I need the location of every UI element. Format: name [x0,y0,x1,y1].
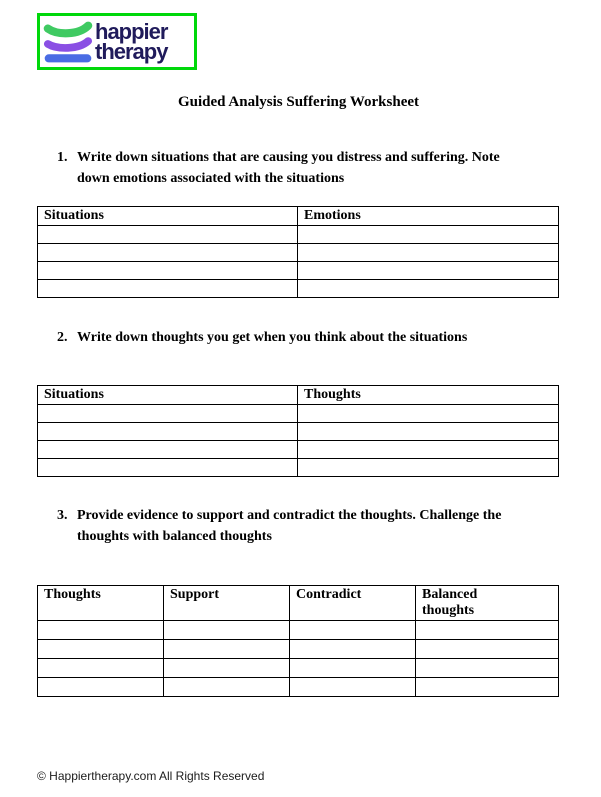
header-row [38,586,559,621]
item-number: 1. [57,150,68,165]
thoughts-evidence-table [37,585,559,697]
header-row [38,207,559,226]
empty-cell [38,244,298,262]
table-row [38,659,559,678]
empty-cell [298,441,559,459]
copyright-notice: © Happiertherapy.com All Rights Reserved [37,769,265,783]
empty-cell [38,226,298,244]
empty-cell [164,621,290,640]
empty-cell [290,621,416,640]
empty-cell [38,640,164,659]
item-text: Write down situations that are causing you distress and suffering. Note down emotions associated with the situations [77,150,500,186]
empty-cell [38,459,298,477]
empty-cell [416,640,559,659]
empty-cell [416,621,559,640]
empty-cell [290,640,416,659]
empty-cell [416,678,559,697]
smile-bars-icon [43,19,93,65]
table-row [38,226,559,244]
column-header-thoughts: Thoughts [38,586,164,621]
column-header-thoughts: Thoughts [298,386,559,405]
table-row [38,459,559,477]
table-row [38,621,559,640]
empty-cell [298,459,559,477]
empty-cell [38,659,164,678]
happier-therapy-logo [37,13,197,70]
column-header-balanced-thoughts: Balanced thoughts [416,586,559,621]
empty-cell [164,659,290,678]
logo-middle-curve [48,41,88,48]
empty-cell [38,262,298,280]
empty-cell [416,659,559,678]
table-row [38,280,559,298]
column-header-situations: Situations [38,207,298,226]
table-row [38,640,559,659]
empty-cell [298,244,559,262]
empty-cell [290,678,416,697]
empty-cell [38,678,164,697]
situations-emotions-table [37,206,559,298]
column-header-support: Support [164,586,290,621]
empty-cell [38,621,164,640]
instruction-item-1 [57,147,500,189]
empty-cell [298,280,559,298]
item-text: Write down thoughts you get when you think about the situations [77,330,468,345]
column-header-emotions: Emotions [298,207,559,226]
column-header-situations: Situations [38,386,298,405]
table-row [38,441,559,459]
logo-word-happier: happier [95,18,168,44]
empty-cell [164,640,290,659]
header-row [38,386,559,405]
table-row [38,423,559,441]
empty-cell [298,262,559,280]
empty-cell [38,423,298,441]
item-number: 2. [57,330,68,345]
empty-cell [298,405,559,423]
item-number: 3. [57,508,68,523]
empty-cell [38,280,298,298]
logo-word-therapy: therapy [95,38,168,64]
item-text: Provide evidence to support and contradict the thoughts. Challenge the thoughts with balanced thoughts [77,508,502,544]
empty-cell [164,678,290,697]
column-header-contradict: Contradict [290,586,416,621]
logo-top-curve [48,25,88,33]
empty-cell [298,423,559,441]
instruction-item-2 [57,327,467,348]
table-row [38,678,559,697]
table-row [38,244,559,262]
empty-cell [290,659,416,678]
table-row [38,405,559,423]
instruction-item-3 [57,505,501,547]
empty-cell [38,441,298,459]
situations-thoughts-table [37,385,559,477]
empty-cell [38,405,298,423]
empty-cell [298,226,559,244]
logo-wordmark [95,18,168,64]
table-row [38,262,559,280]
page-title: Guided Analysis Suffering Worksheet [177,94,420,110]
